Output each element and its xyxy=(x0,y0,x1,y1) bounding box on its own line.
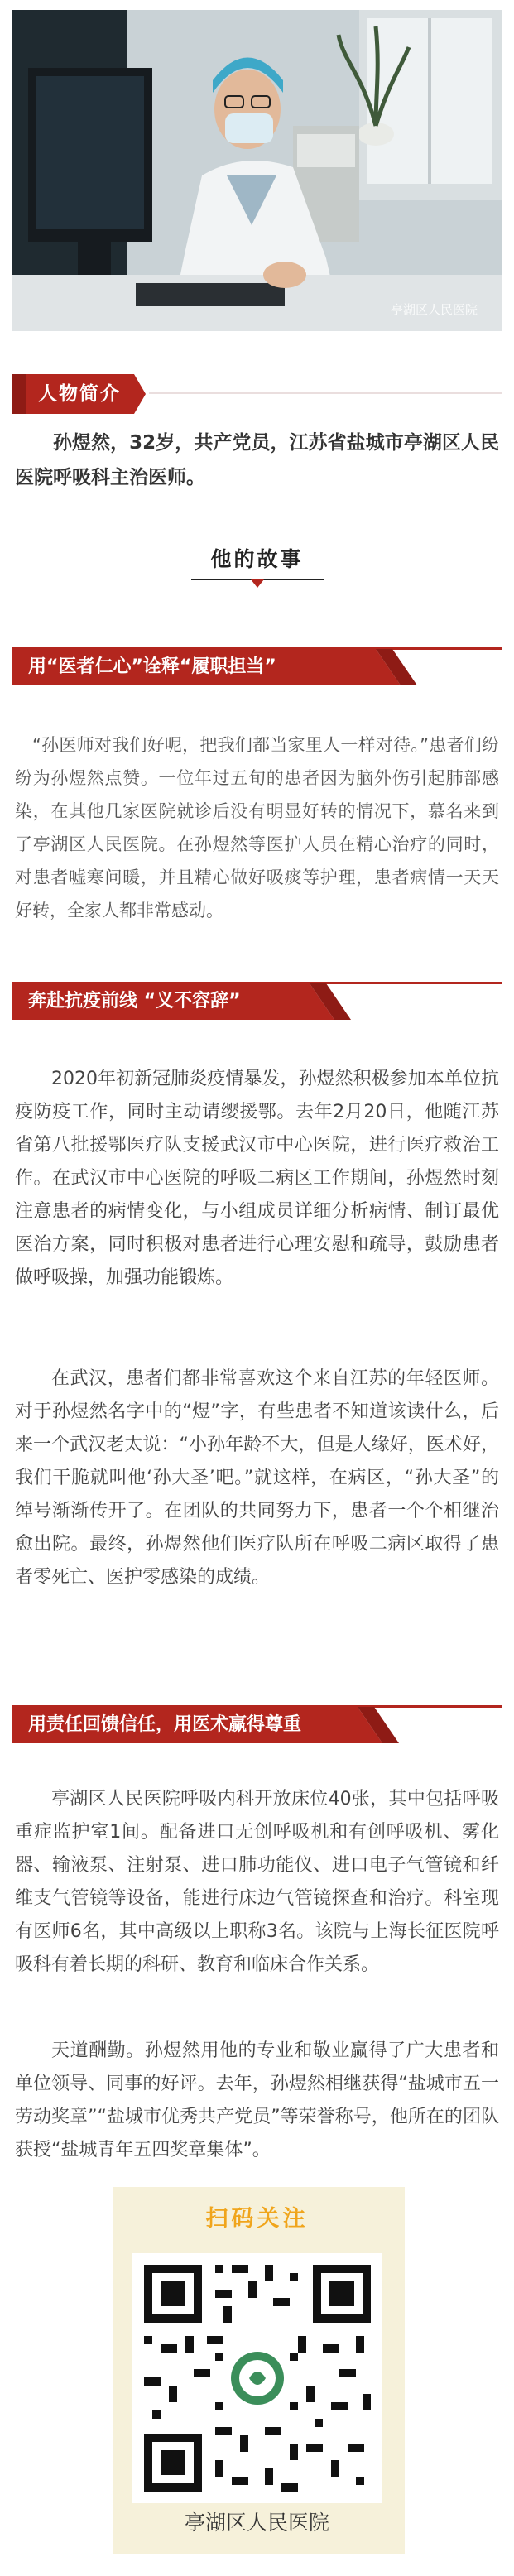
section-1-paragraph-1: “孙医师对我们好呢，把我们都当家里人一样对待。”患者们纷纷为孙煜然点赞。一位年过五旬的患者因为脑外伤引起肺部感染，在其他几家医院就诊后没有明显好转的情况下，慕名来到了亭湖区人民医院。在孙煜然等医护人员在精心治疗的同时，对患者嘘寒问暖，并且精心做好吸痰等护理，患者病情一天天好转，全家人都非常感动。 xyxy=(15,735,499,920)
section-header-3 xyxy=(12,1697,502,1748)
story-heading xyxy=(0,540,514,598)
qr-code-image xyxy=(132,2253,382,2503)
section-header-2 xyxy=(12,973,502,1025)
qr-code[interactable] xyxy=(132,2253,382,2503)
section-title-1: 用“医者仁心”诠释“履职担当” xyxy=(28,656,276,677)
section-title-3: 用责任回馈信任，用医术赢得尊重 xyxy=(28,1714,302,1735)
intro-text: 孙煜然，32岁，共产党员，江苏省盐城市亭湖区人民医院呼吸科主治医师。 xyxy=(15,432,499,488)
intro-tag xyxy=(12,374,146,414)
scan-title: 扫码关注 xyxy=(205,2206,309,2232)
intro-tag-label: 人物简介 xyxy=(38,383,121,405)
section-3-paragraph-1: 亭湖区人民医院呼吸内科开放床位40张，其中包括呼吸重症监护室1间。配备进口无创呼吸机和有创呼吸机、雾化器、输液泵、注射泵、进口肺功能仪、进口电子气管镜和纤维支气管镜等设备，能进行床边气管镜探查和治疗。科室现有医师6名，其中高级以上职称3名。该院与上海长征医院呼吸科有着长期的科研、教育和临床合作关系。 xyxy=(15,1789,499,1975)
story-heading-text: 他的故事 xyxy=(210,547,304,571)
hospital-name: 亭湖区人民医院 xyxy=(184,2511,329,2535)
section-header-1 xyxy=(12,639,502,690)
section-title-2: 奔赴抗疫前线 “义不容辞” xyxy=(28,991,241,1012)
doctor-illustration xyxy=(12,10,502,331)
photo-watermark: 亭湖区人民医院 xyxy=(390,302,478,317)
section-3-paragraph-2: 天道酬勤。孙煜然用他的专业和敬业赢得了广大患者和单位领导、同事的好评。去年，孙煜然相继获得“盐城市五一劳动奖章”“盐城市优秀共产党员”等荣誉称号，他所在的团队获授“盐城青年五四奖章集体”。 xyxy=(15,2040,499,2160)
section-2-paragraph-1: 2020年初新冠肺炎疫情暴发，孙煜然积极参加本单位抗疫防疫工作，同时主动请缨援鄂。去年2月20日，他随江苏省第八批援鄂医疗队支援武汉市中心医院，进行医疗救治工作。在武汉市中心医院的呼吸二病区工作期间，孙煜然时刻注意患者的病情变化，与小组成员详细分析病情、制订最优医治方案，同时积极对患者进行心理安慰和疏导，鼓励患者做呼吸操，加强功能锻炼。 xyxy=(15,1069,499,1288)
intro-divider xyxy=(149,392,502,394)
section-2-paragraph-2: 在武汉，患者们都非常喜欢这个来自江苏的年轻医师。对于孙煜然名字中的“煜”字，有些患者不知道该读什么，后来一个武汉老太说：“小孙年龄不大，但是人缘好，医术好，我们干脆就叫他‘孙大圣’吧。”就这样，在病区，“孙大圣”的绰号渐渐传开了。在团队的共同努力下，患者一个个相继治愈出院。最终，孙煜然他们医疗队所在呼吸二病区取得了患者零死亡、医护零感染的成绩。 xyxy=(15,1368,499,1588)
header-photo xyxy=(12,10,502,331)
